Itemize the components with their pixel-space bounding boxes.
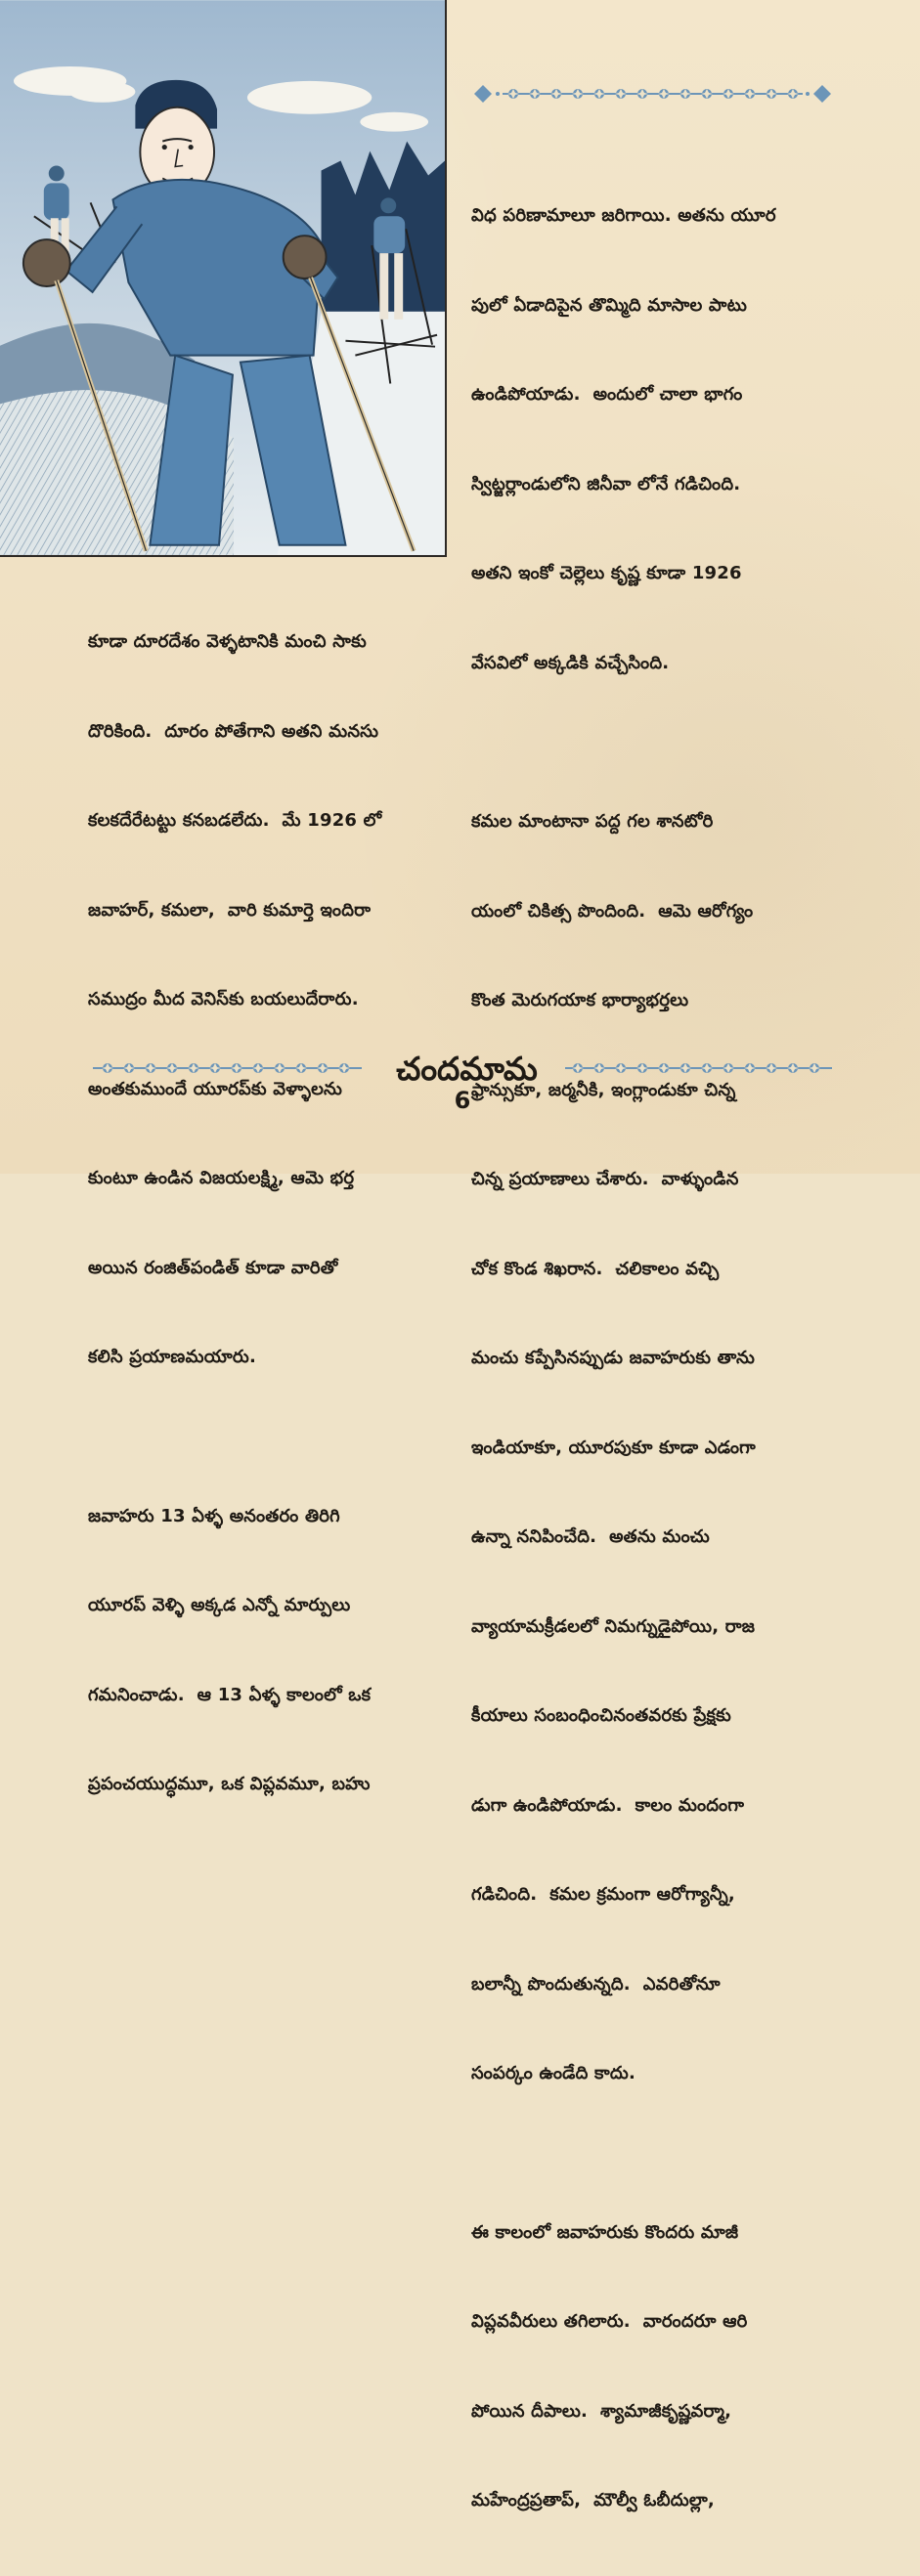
right-column-text [471, 142, 831, 2576]
right-line-24: ఈ కాలంలో జవాహరుకు కొందరు మాజీ [471, 2221, 739, 2243]
magazine-title: చందమామ [396, 1050, 538, 1088]
right-line-12: చిన్న ప్రయాణాలు చేశారు. వాళ్ళుండిన [471, 1169, 739, 1189]
page-number: 6 [454, 1087, 471, 1114]
right-paragraph-gap-2 [471, 2149, 831, 2159]
right-line-1: విధ పరిణామాలూ జరిగాయి. అతను యూర [471, 205, 776, 226]
right-line-9: యంలో చికిత్స పొందింది. ఆమె ఆరోగ్యం [471, 900, 754, 922]
right-line-17: వ్యాయామక్రీడలలో నిమగ్నుడైపోయి, రాజ [471, 1615, 756, 1637]
right-line-19: డుగా ఉండిపోయాడు. కాలం మందంగా [471, 1794, 745, 1816]
decorative-border-top [474, 85, 831, 103]
right-line-11: ఫ్రాన్సుకూ, జర్మనీకి, ఇంగ్లాండుకూ చిన్న [471, 1079, 736, 1100]
left-line-12: యూరప్ వెళ్ళి అక్కడ ఎన్నో మార్పులు [88, 1595, 351, 1615]
left-line-8: అయిన రంజిత్‌పండిత్ కూడా వారితో [88, 1257, 338, 1278]
right-line-20: గడిచింది. కమల క్రమంగా ఆరోగ్యాన్నీ, [471, 1884, 735, 1905]
illustration-svg [0, 0, 445, 555]
left-line-1: కూడా దూరదేశం వెళ్ళటానికి మంచి సాకు [88, 631, 367, 652]
right-line-3: ఉండిపోయాడు. అందులో చాలా భాగం [471, 384, 743, 405]
left-line-3: కలకదేరేటట్టు కనబడలేదు. మే 1926 లో [88, 810, 382, 831]
left-line-9: కలిసి ప్రయాణమయారు. [88, 1347, 256, 1367]
left-line-6: అంతకుముందే యూరప్‌కు వెళ్ళాలను [88, 1078, 343, 1099]
star-border-icon [474, 85, 831, 103]
left-column-text [88, 568, 440, 1860]
left-line-4: జవాహర్, కమలా, వారి కుమార్తె ఇందిరా [88, 899, 372, 921]
right-line-13: చోక కొండ శిఖరాన. చలికాలం వచ్చి [471, 1258, 720, 1279]
right-line-18: కీయాలు సంబంధించినంతవరకు ప్రేక్షకు [471, 1705, 731, 1726]
right-line-14: మంచు కప్పేసినప్పుడు జవాహరుకు తాను [471, 1348, 756, 1368]
right-line-16: ఉన్నా ననిపించేది. అతను మంచు [471, 1526, 710, 1547]
right-line-25: విప్లవవీరులు తగిలారు. వారందరూ ఆరి [471, 2311, 748, 2332]
right-line-27: మహేంద్రప్రతాప్, మౌల్వీ ఓబీదుల్లా, [471, 2490, 715, 2511]
decorative-border-bottom-left [93, 1059, 362, 1077]
left-paragraph-gap [88, 1433, 440, 1442]
right-line-22: సంపర్కం ఉండేది కాదు. [471, 2063, 636, 2083]
right-line-15: ఇండియాకూ, యూరపుకూ కూడా ఎడంగా [471, 1437, 756, 1458]
right-line-8: కమల మాంటానా పద్ద గల శానటోరి [471, 811, 714, 832]
left-line-14: ప్రపంచయుద్ధమూ, ఒక విప్లవమూ, బహు [88, 1774, 371, 1794]
left-line-5: సముద్రం మీద వెనిస్‌కు బయలుదేరారు. [88, 989, 359, 1009]
right-line-4: స్విట్జర్లాండులోని జినీవా లోనే గడిచింది. [471, 473, 741, 494]
left-line-2: దొరికింది. దూరం పోతేగాని అతని మనసు [88, 720, 379, 742]
right-line-10: కొంత మెరుగయాక భార్యాభర్తలు [471, 990, 689, 1010]
right-line-26: పోయిన దీపాలు. శ్యామాజీకృష్ణవర్మా, [471, 2400, 732, 2422]
left-line-13: గమనించాడు. ఆ 13 ఏళ్ళ కాలంలో ఒక [88, 1684, 372, 1705]
left-line-11: జవాహరు 13 ఏళ్ళ అనంతరం తిరిగి [88, 1505, 340, 1526]
star-border-icon [93, 1059, 362, 1077]
right-line-2: పులో ఏడాదిపైన తొమ్మిది మాసాల పాటు [471, 294, 748, 316]
left-line-7: కుంటూ ఉండిన విజయలక్ష్మి, ఆమె భర్త [88, 1168, 355, 1188]
star-border-icon [565, 1059, 832, 1077]
right-paragraph-gap-1 [471, 738, 831, 748]
decorative-border-bottom-right [565, 1059, 832, 1077]
right-line-21: బలాన్నీ పొందుతున్నది. ఎవరితోనూ [471, 1973, 721, 1995]
right-line-5: అతని ఇంకో చెల్లెలు కృష్ణ కూడా 1926 [471, 563, 742, 583]
skiing-illustration-icon [0, 0, 447, 557]
right-line-6: వేసవిలో అక్కడికి వచ్చేసింది. [471, 652, 670, 673]
